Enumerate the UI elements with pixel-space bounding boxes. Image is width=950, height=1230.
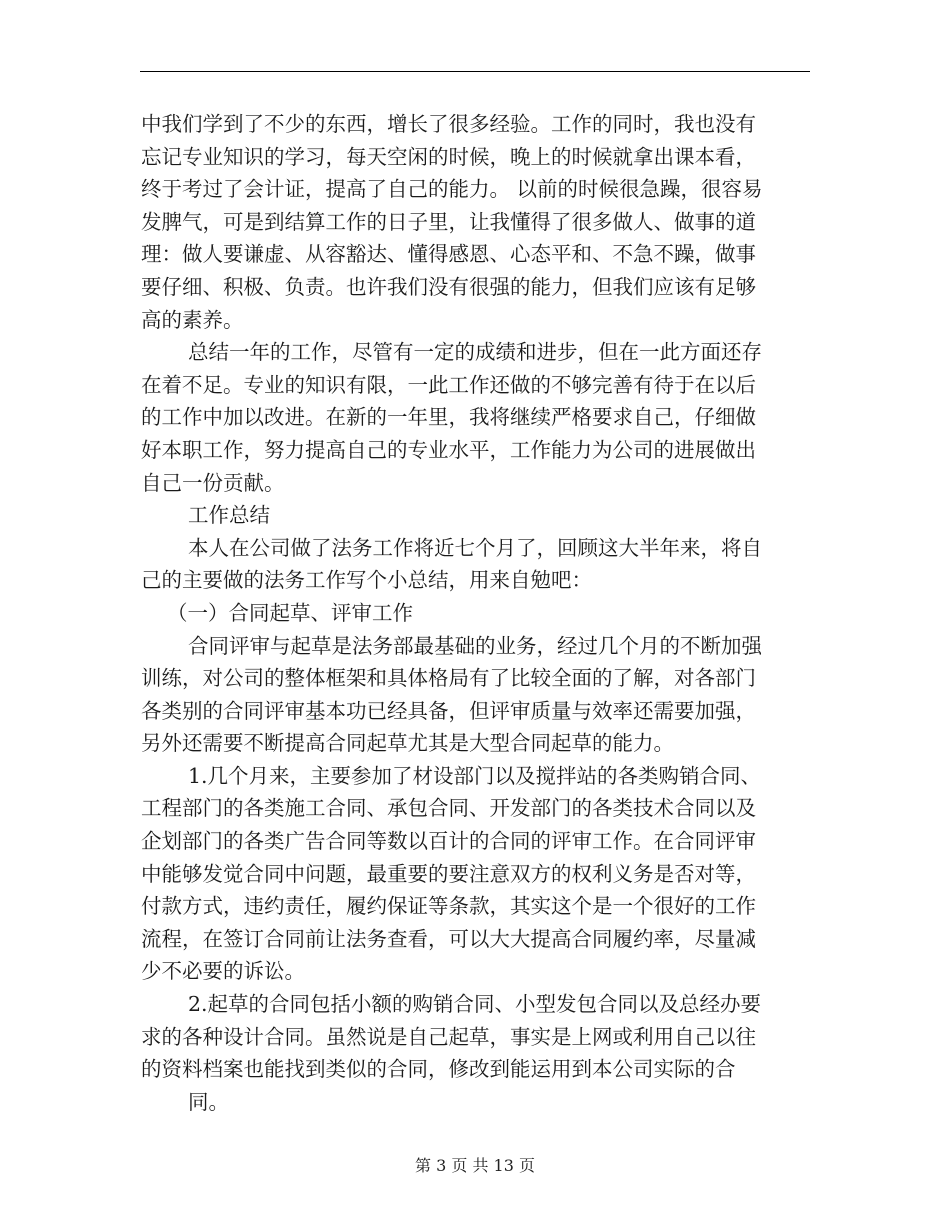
text-line: 训练，对公司的整体框架和具体格局有了比较全面的了解，对各部门 xyxy=(141,666,756,691)
text-line: 理：做人要谦虚、从容豁达、懂得感恩、心态平和、不急不躁，做事 xyxy=(141,242,756,267)
text-line: 的工作中加以改进。在新的一年里，我将继续严格要求自己，仔细做 xyxy=(141,405,756,430)
text-line: 付款方式，违约责任，履约保证等条款，其实这个是一个很好的工作 xyxy=(141,894,756,919)
document-body xyxy=(141,108,816,1118)
text-line: 好本职工作，努力提高自己的专业水平，工作能力为公司的进展做出 xyxy=(141,437,756,462)
text-line: 忘记专业知识的学习，每天空闲的时候，晚上的时候就拿出课本看， xyxy=(141,144,756,169)
page-number: 第 3 页 共 13 页 xyxy=(415,1156,535,1175)
text-line: 自己一份贡献。 xyxy=(141,470,285,495)
text-line: 同。 xyxy=(188,1089,229,1114)
text-line: 终于考过了会计证，提高了自己的能力。 以前的时候很急躁，很容易 xyxy=(141,177,763,202)
text-line: 企划部门的各类广告合同等数以百计的合同的评审工作。在合同评审 xyxy=(141,829,756,854)
text-line: 1.几个月来，主要参加了材设部门以及搅拌站的各类购销合同、 xyxy=(188,763,762,788)
text-line: 另外还需要不断提高合同起草尤其是大型合同起草的能力。 xyxy=(141,731,674,756)
text-line: 要仔细、积极、负责。也许我们没有很强的能力，但我们应该有足够 xyxy=(141,274,756,299)
text-line: 求的各种设计合同。虽然说是自己起草，事实是上网或利用自己以往 xyxy=(141,1024,756,1049)
text-line: （一）合同起草、评审工作 xyxy=(167,600,413,625)
text-line: 工程部门的各类施工合同、承包合同、开发部门的各类技术合同以及 xyxy=(141,796,756,821)
text-line: 本人在公司做了法务工作将近七个月了，回顾这大半年来，将自 xyxy=(188,535,762,560)
text-line: 2.起草的合同包括小额的购销合同、小型发包合同以及总经办要 xyxy=(188,992,762,1017)
text-line: 总结一年的工作，尽管有一定的成绩和进步，但在一此方面还存 xyxy=(188,340,762,365)
text-line: 己的主要做的法务工作写个小总结，用来自勉吧： xyxy=(141,568,592,593)
text-line: 在着不足。专业的知识有限，一此工作还做的不够完善有待于在以后 xyxy=(141,372,756,397)
text-line: 流程，在签订合同前让法务查看，可以大大提高合同履约率，尽量减 xyxy=(141,926,756,951)
text-line: 少不必要的诉讼。 xyxy=(141,959,305,984)
text-line: 各类别的合同评审基本功已经具备，但评审质量与效率还需要加强， xyxy=(141,698,756,723)
text-line: 发脾气，可是到结算工作的日子里，让我懂得了很多做人、做事的道 xyxy=(141,209,756,234)
text-line: 高的素养。 xyxy=(141,307,244,332)
text-line: 中我们学到了不少的东西，增长了很多经验。工作的同时，我也没有 xyxy=(141,112,756,136)
text-line: 中能够发觉合同中问题，最重要的要注意双方的权利义务是否对等， xyxy=(141,861,756,886)
header-rule xyxy=(140,71,810,72)
text-line: 工作总结 xyxy=(188,503,270,528)
text-line: 合同评审与起草是法务部最基础的业务，经过几个月的不断加强 xyxy=(188,633,762,658)
text-line: 的资料档案也能找到类似的合同，修改到能运用到本公司实际的合 xyxy=(141,1057,736,1082)
